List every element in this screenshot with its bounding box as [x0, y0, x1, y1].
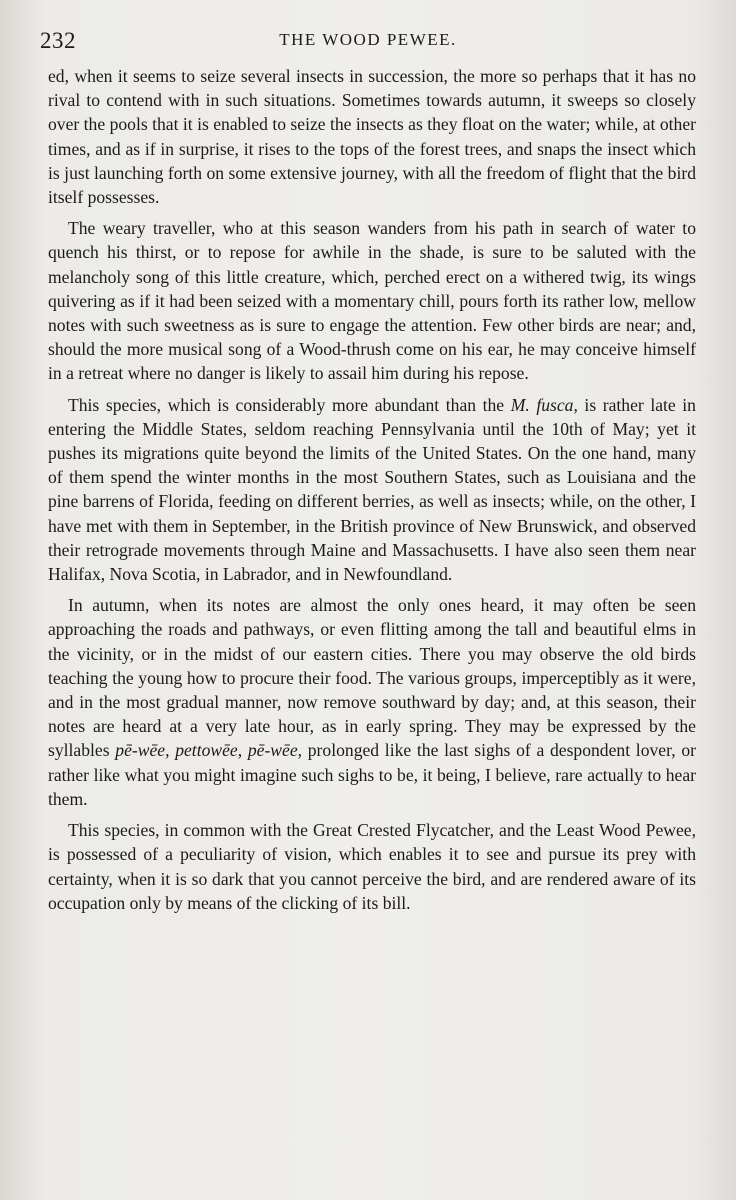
species-name: M. fusca, [510, 394, 578, 415]
paragraph-3-text-a: This species, which is considerably more abundant than the [68, 394, 511, 415]
call-syllables: pē-wēe, pettowēe, pē-wēe, [115, 740, 303, 761]
paragraph-2: The weary traveller, who at this season wanders from his path in search of water to quench his thirst, or to repose for awhile in the shade, is sure to be saluted with the melancholy song of this little creature, which, perched erect on a withered twig, its wings quivering as if it had been seized with a momentary chill, pours forth its rather low, mellow notes with such sweetness as is sure to engage the attention. Few other birds are near; and, should the more musical song of a Wood-thrush come on his ear, he may conceive himself in a retreat where no danger is likely to assail him during his repose. [48, 218, 696, 384]
page-number: 232 [40, 28, 76, 53]
body-text [48, 64, 696, 922]
paragraph-3 [48, 393, 696, 587]
paragraph-3-text-b: is rather late in entering the Middle States, seldom reaching Pennsylvania until the 10th of May; yet it pushes its migrations quite beyond the limits of the United States. On the one hand, many of them spend the winter months in the most Southern States, such as Louisiana and the pine barrens of Florida, feeding on different berries, as well as insects; while, on the other, I have met with them in September, in the British province of New Brunswick, and observed their retrograde movements through Maine and Massachusetts. I have also seen them near Halifax, Nova Scotia, in Labrador, and in Newfoundland. [48, 394, 696, 585]
paragraph-5: This species, in common with the Great Crested Flycatcher, and the Least Wood Pewee, is possessed of a peculiarity of vision, which enables it to see and pursue its prey with certainty, when it is so dark that you cannot perceive the bird, and are rendered aware of its occupation only by means of the clicking of its bill. [48, 820, 696, 913]
page-header [40, 22, 696, 62]
running-title: THE WOOD PEWEE. [279, 30, 457, 49]
paragraph-1: ed, when it seems to seize several insects in succession, the more so perhaps that it has no rival to contend with in such situations. Sometimes towards autumn, it sweeps so closely over the pools that it is enabled to seize the insects as they float on the water; while, at other times, and as if in surprise, it rises to the tops of the forest trees, and snaps the insect which is just launching forth on some extensive journey, with all the freedom of flight that the bird itself possesses. [48, 66, 696, 208]
paragraph-4-text-a: In autumn, when its notes are almost the only ones heard, it may often be seen approaching the roads and pathways, or even flitting among the tall and beautiful elms in the vicinity, or in the midst of our eastern cities. There you may observe the old birds teaching the young how to procure their food. The various groups, imperceptibly as it were, and in the most gradual manner, now remove southward by day; and, at this season, their notes are heard at a very late hour, as in early spring. They may be expressed by the syllables [48, 595, 696, 761]
paragraph-4-text-b: prolonged like the last sighs of a despondent lover, or rather like what you might imagine such sighs to be, it being, I believe, rare actually to hear them. [48, 740, 697, 809]
paragraph-4 [48, 593, 696, 811]
